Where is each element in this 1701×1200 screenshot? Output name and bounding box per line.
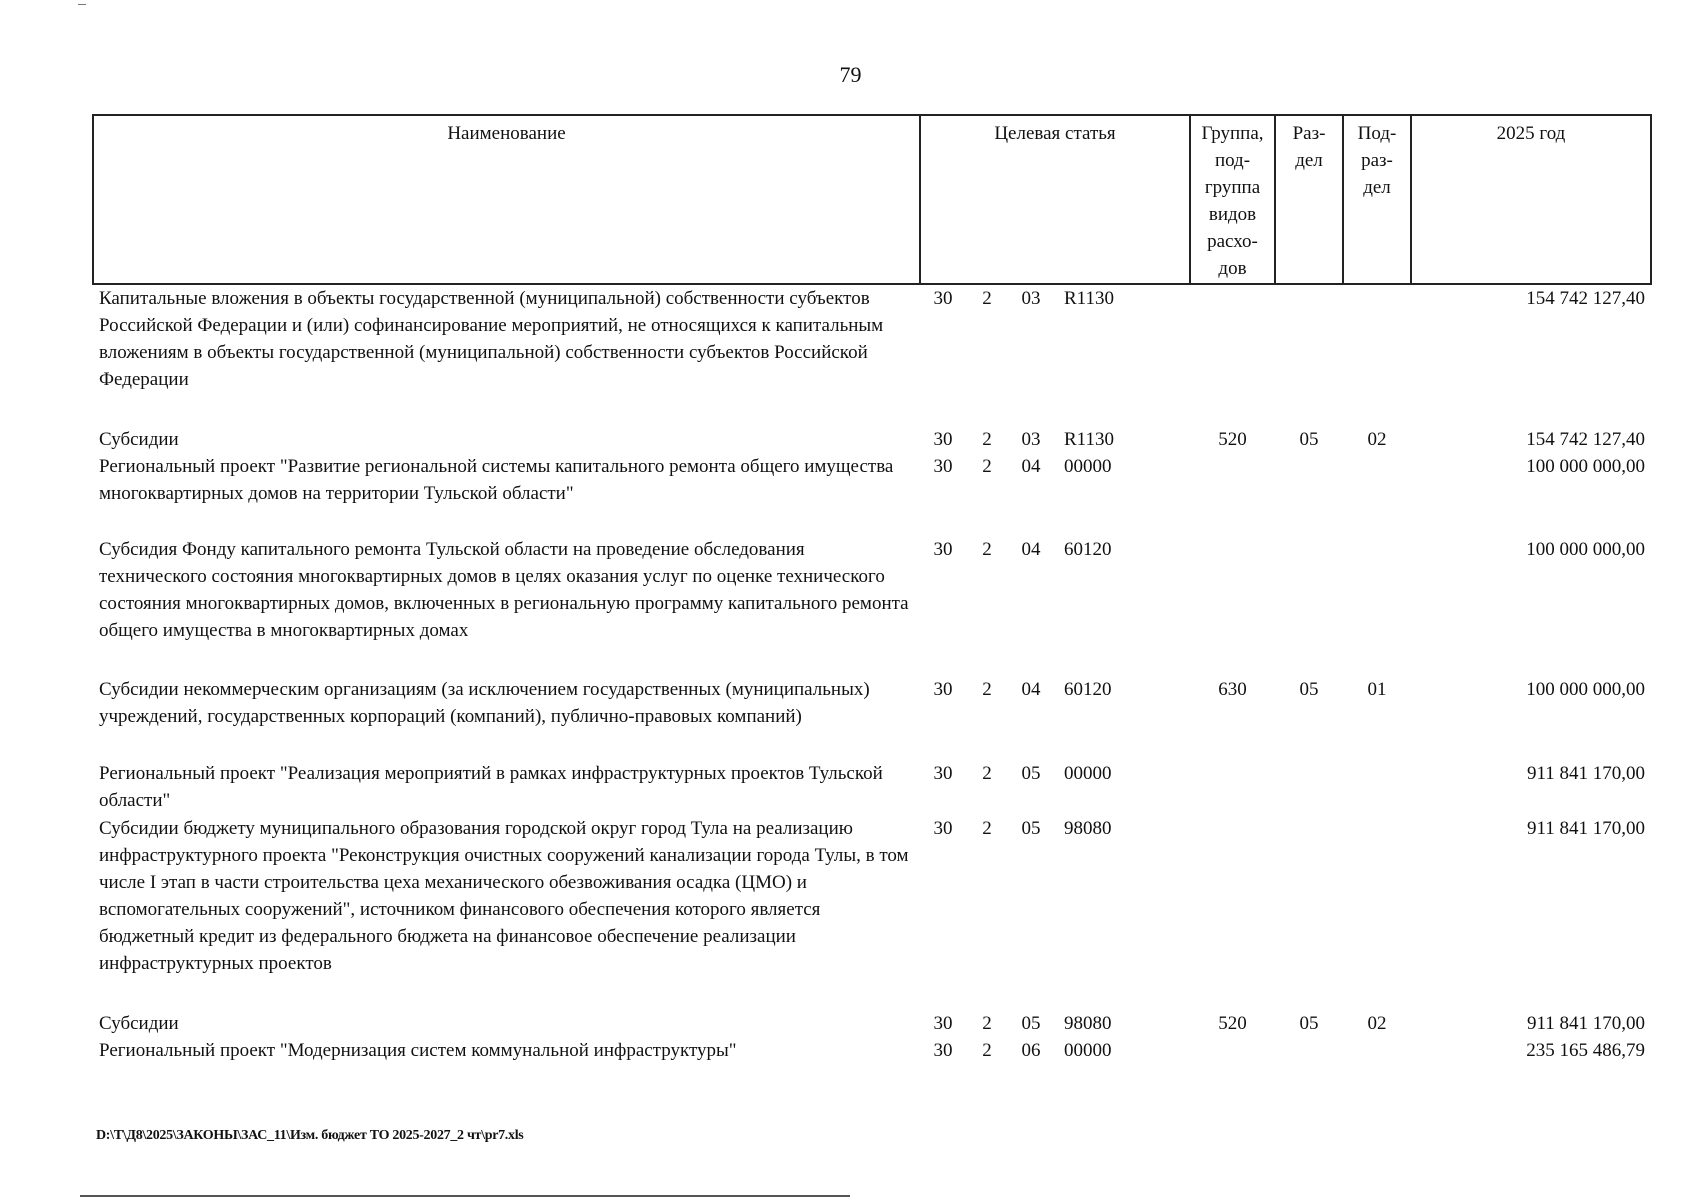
page-number: 79 [839, 62, 862, 87]
cs-direction: 60120 [1064, 679, 1112, 700]
cs-program: 30 [933, 679, 953, 700]
section [1275, 1037, 1343, 1064]
cs-type: 2 [982, 818, 992, 839]
subsection [1343, 815, 1411, 1010]
expense-group [1190, 536, 1275, 676]
amount-2025: 100 000 000,00 [1526, 456, 1645, 477]
cs-element: 05 [1021, 1013, 1041, 1034]
section [1275, 453, 1343, 536]
subsection: 01 [1367, 679, 1387, 700]
table-row [93, 453, 1651, 536]
amount-2025: 154 742 127,40 [1526, 288, 1645, 309]
subsection [1343, 536, 1411, 676]
section [1275, 536, 1343, 676]
expense-group [1190, 1037, 1275, 1064]
cs-element: 04 [1021, 539, 1041, 560]
expense-group: 520 [1218, 429, 1247, 450]
amount-2025: 235 165 486,79 [1526, 1040, 1645, 1061]
cs-program: 30 [933, 1013, 953, 1034]
header-section: Раз- дел [1275, 115, 1343, 284]
cs-type: 2 [982, 429, 992, 450]
subsection [1343, 760, 1411, 815]
section [1275, 815, 1343, 1010]
expense-group [1190, 453, 1275, 536]
header-row [93, 115, 1651, 284]
expense-group [1190, 284, 1275, 426]
cs-direction: 00000 [1064, 763, 1112, 784]
cs-type: 2 [982, 456, 992, 477]
cs-program: 30 [933, 1040, 953, 1061]
cs-direction: 60120 [1064, 539, 1112, 560]
section [1275, 760, 1343, 815]
header-target-article: Целевая статья [920, 115, 1190, 284]
expense-group: 520 [1218, 1013, 1247, 1034]
cs-program: 30 [933, 456, 953, 477]
table-row [93, 760, 1651, 815]
cs-element: 04 [1021, 679, 1041, 700]
cs-program: 30 [933, 539, 953, 560]
cs-type: 2 [982, 1013, 992, 1034]
cs-program: 30 [933, 763, 953, 784]
row-name: Региональный проект "Реализация мероприятий в рамках инфраструктурных проектов Тульской области" [99, 763, 883, 811]
header-subsection: Под- раз- дел [1343, 115, 1411, 284]
row-name: Капитальные вложения в объекты государственной (муниципальной) собственности субъектов Российской Федерации и (или) софинансирование мероприятий, не относящихся к капитальным вложениям в объекты государственной (муниципальной) собственности субъектов Российской Федерации [99, 288, 884, 390]
amount-2025: 154 742 127,40 [1526, 429, 1645, 450]
cs-element: 03 [1021, 429, 1041, 450]
cs-direction: R1130 [1064, 288, 1114, 309]
cs-element: 06 [1021, 1040, 1041, 1061]
cs-direction: 00000 [1064, 1040, 1112, 1061]
row-name: Субсидии некоммерческим организациям (за исключением государственных (муниципальных) учреждений, государственных корпораций (компаний), публично-правовых компаний) [99, 679, 870, 727]
table-row [93, 536, 1651, 676]
header-year: 2025 год [1411, 115, 1651, 284]
file-path-footer: D:\Т\Д8\2025\ЗАКОНЫ\ЗАС_11\Изм. бюджет ТО 2025-2027_2 чт\pr7.xls [96, 1128, 524, 1143]
cs-element: 05 [1021, 818, 1041, 839]
table-row [93, 426, 1651, 453]
bottom-rule [80, 1195, 850, 1197]
row-name: Региональный проект "Развитие региональной системы капитального ремонта общего имущества многоквартирных домов на территории Тульской области" [99, 456, 894, 504]
subsection: 02 [1367, 429, 1387, 450]
table-row [93, 676, 1651, 760]
cs-direction: 98080 [1064, 818, 1112, 839]
amount-2025: 911 841 170,00 [1526, 818, 1645, 839]
header-name: Наименование [93, 115, 920, 284]
scan-mark [78, 4, 86, 5]
budget-table [92, 114, 1652, 1064]
section [1275, 284, 1343, 426]
section: 05 [1299, 1013, 1319, 1034]
section: 05 [1299, 429, 1319, 450]
subsection [1343, 1037, 1411, 1064]
cs-program: 30 [933, 818, 953, 839]
cs-program: 30 [933, 288, 953, 309]
header-expense-group: Группа, под- группа видов расхо- дов [1190, 115, 1275, 284]
cs-type: 2 [982, 288, 992, 309]
cs-element: 05 [1021, 763, 1041, 784]
amount-2025: 911 841 170,00 [1526, 763, 1645, 784]
row-name: Субсидия Фонду капитального ремонта Тульской области на проведение обследования технического состояния многоквартирных домов в целях оказания услуг по оценке технического состояния многоквартирных домов, включенных в региональную программу капитального ремонта общего имущества в многоквартирных домах [99, 539, 909, 641]
cs-type: 2 [982, 763, 992, 784]
amount-2025: 911 841 170,00 [1526, 1013, 1645, 1034]
cs-type: 2 [982, 539, 992, 560]
cs-direction: 98080 [1064, 1013, 1112, 1034]
row-name: Субсидии бюджету муниципального образования городской округ город Тула на реализацию инфраструктурного проекта "Реконструкция очистных сооружений канализации города Тулы, в том числе I этап в части строительства цеха механического обезвоживания осадка (ЦМО) и вспомогательных сооружений", источником финансового обеспечения которого является бюджетный кредит из федерального бюджета на финансовое обеспечение реализации инфраструктурных проектов [99, 818, 909, 974]
cs-direction: 00000 [1064, 456, 1112, 477]
table-row [93, 815, 1651, 1010]
cs-direction: R1130 [1064, 429, 1114, 450]
cs-element: 04 [1021, 456, 1041, 477]
cs-element: 03 [1021, 288, 1041, 309]
table-row [93, 1010, 1651, 1037]
expense-group: 630 [1218, 679, 1247, 700]
row-name: Субсидии [99, 1013, 179, 1034]
cs-type: 2 [982, 679, 992, 700]
table-row [93, 284, 1651, 426]
amount-2025: 100 000 000,00 [1526, 539, 1645, 560]
row-name: Субсидии [99, 429, 179, 450]
section: 05 [1299, 679, 1319, 700]
subsection [1343, 284, 1411, 426]
cs-program: 30 [933, 429, 953, 450]
subsection [1343, 453, 1411, 536]
expense-group [1190, 815, 1275, 1010]
cs-type: 2 [982, 1040, 992, 1061]
expense-group [1190, 760, 1275, 815]
table-row [93, 1037, 1651, 1064]
amount-2025: 100 000 000,00 [1526, 679, 1645, 700]
subsection: 02 [1367, 1013, 1387, 1034]
row-name: Региональный проект "Модернизация систем коммунальной инфраструктуры" [99, 1040, 737, 1061]
